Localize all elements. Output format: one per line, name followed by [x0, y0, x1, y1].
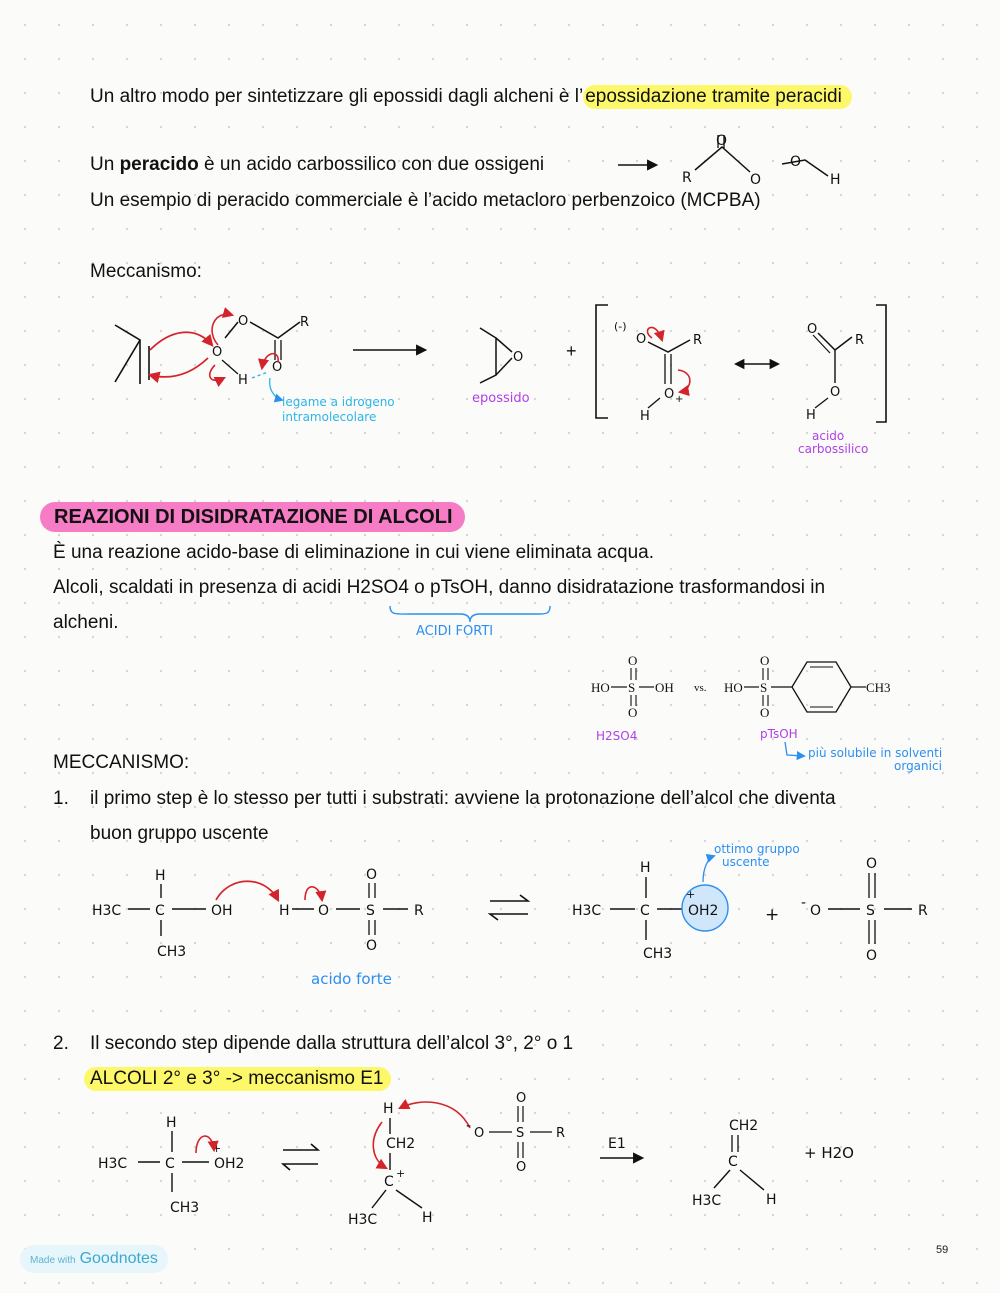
p2-r: R	[918, 903, 928, 919]
p2-minus: -	[801, 895, 807, 911]
s1-o-top: O	[366, 867, 378, 883]
intro-line-1-prefix: Un altro modo per sintetizzare gli epossidi dagli alcheni è l’	[90, 86, 584, 107]
intro-line-2-suffix: è un acido carbossilico con due ossigeni	[198, 154, 545, 175]
s1-o-bot: O	[366, 938, 378, 954]
h2so4-o-bot: O	[628, 705, 638, 720]
p1-h: H	[640, 860, 651, 876]
section2-paragraph-1: È una reazione acido-base di eliminazione in cui viene eliminata acqua.	[53, 542, 654, 563]
res1-o2: O	[664, 387, 675, 402]
h2so4-label: H2SO4	[596, 729, 638, 743]
s1-acid-note: acido forte	[311, 970, 392, 988]
step-2-text: Il secondo step dipende dalla struttura dell’alcol 3°, 2° o 1	[90, 1033, 574, 1054]
step1-equilibrium-arrows	[490, 895, 528, 920]
meccanismo-label: Meccanismo:	[90, 261, 202, 282]
e1-d-ch2: CH2	[729, 1118, 759, 1134]
s1-h: H	[155, 868, 166, 884]
h2so4-ho: HO	[591, 680, 610, 695]
peracid-h: H	[830, 172, 841, 188]
acids-labels	[596, 727, 942, 773]
h2so4-s: S	[628, 680, 636, 695]
e1-d-h3c: H3C	[692, 1193, 722, 1209]
strong-acids-brace	[390, 606, 550, 639]
ptsoh-ch3: CH3	[866, 680, 891, 695]
intro-line-2-prefix: Un	[90, 154, 120, 175]
section2-paragraph-2: Alcoli, scaldati in presenza di acidi H2SO4 o pTsOH, danno disidratazione trasformandosi in	[53, 577, 826, 598]
p1-oh2: OH2	[688, 903, 719, 919]
res2-r: R	[855, 333, 865, 348]
e1-c-o: O	[474, 1126, 485, 1141]
step-1-line-2: buon gruppo uscente	[90, 823, 269, 844]
p1-note-line-2: uscente	[722, 855, 770, 869]
e1-b-c: C	[384, 1174, 394, 1190]
ptsoh-s: S	[760, 680, 768, 695]
e1-a-ch3: CH3	[170, 1200, 200, 1216]
epoxide-label: epossido	[472, 391, 530, 406]
made-with-text: Made with	[30, 1255, 76, 1266]
e1-b-h3c: H3C	[348, 1212, 378, 1228]
ptsoh-o-top: O	[760, 653, 770, 668]
res1-charge: (-)	[614, 320, 627, 333]
hbond-note-line-2: intramolecolare	[282, 410, 377, 424]
e1-mechanism	[98, 1091, 854, 1228]
p2-s: S	[866, 903, 875, 919]
peracid-o2: O	[790, 154, 802, 170]
epoxide-structure	[472, 328, 530, 406]
mech1-o-c: O	[272, 360, 283, 375]
e1-c-o-bot: O	[516, 1160, 527, 1175]
mech1-plus: +	[566, 341, 577, 361]
e1-b-ch2: CH2	[386, 1136, 416, 1152]
e1-d-h: H	[766, 1192, 777, 1208]
p1-c: C	[640, 903, 650, 919]
p1-plus: +	[686, 888, 696, 901]
mech1-h: H	[238, 373, 248, 388]
s1-h-acid: H	[279, 903, 290, 919]
s1-r: R	[414, 903, 424, 919]
p1-h3c: H3C	[572, 903, 602, 919]
res1-plus: +	[675, 394, 684, 405]
ptsoh-ho: HO	[724, 680, 743, 695]
p1-ch3: CH3	[643, 946, 673, 962]
e1-a-c: C	[165, 1156, 175, 1172]
ptsoh-note-line-1: più solubile in solventi	[808, 746, 943, 760]
s1-c: C	[155, 903, 165, 919]
epoxide-o: O	[513, 350, 524, 365]
e1-d-c: C	[728, 1154, 738, 1170]
ptsoh-note-line-2: organici	[894, 759, 942, 773]
e1-c-o-top: O	[516, 1091, 527, 1106]
e1-c-minus: -	[466, 1118, 472, 1134]
acids-figure	[591, 653, 891, 720]
s1-o-acid: O	[318, 903, 330, 919]
resonance-structures	[596, 305, 886, 456]
step1-reactants	[92, 867, 424, 988]
acid-label-line-1: acido	[812, 429, 845, 443]
p1-note-line-1: ottimo gruppo	[714, 842, 800, 856]
section-heading-disidratazione: REAZIONI DI DISIDRATAZIONE DI ALCOLI	[40, 502, 465, 532]
s1-h3c: H3C	[92, 903, 122, 919]
e1-a-oh2: OH2	[214, 1156, 245, 1172]
meccanismo-heading: MECCANISMO:	[53, 752, 190, 773]
s1-ch3: CH3	[157, 944, 187, 960]
step-1-line-1: il primo step è lo stesso per tutti i substrati: avviene la protonazione dell’alcol che diventa	[90, 788, 836, 809]
vs-text: vs.	[694, 682, 707, 694]
acid-label-line-2: carbossilico	[798, 442, 869, 456]
step-2-number: 2.	[53, 1033, 69, 1054]
ptsoh-label: pTsOH	[760, 727, 798, 741]
peracid-r: R	[682, 170, 692, 186]
s1-s: S	[366, 903, 375, 919]
e1-b-plus: +	[396, 1167, 406, 1180]
peracid-structure	[682, 133, 841, 188]
mech1-o-b: O	[212, 345, 223, 360]
mech1-o-a: O	[238, 314, 249, 329]
step-2-highlight: ALCOLI 2° e 3° -> meccanismo E1	[84, 1067, 391, 1091]
intro-bold-peracido: peracido	[119, 154, 199, 175]
e1-a-h: H	[166, 1115, 177, 1131]
p2-o: O	[810, 903, 822, 919]
peracid-o1: O	[750, 172, 762, 188]
page-number: 59	[936, 1244, 949, 1256]
ptsoh-o-bot: O	[760, 705, 770, 720]
goodnotes-brand: Goodnotes	[79, 1250, 158, 1267]
e1-a-h3c: H3C	[98, 1156, 128, 1172]
step1-plus: +	[765, 905, 780, 925]
e1-water: + H2O	[804, 1144, 854, 1162]
h2so4-oh: OH	[655, 680, 674, 695]
res2-o2: O	[830, 385, 841, 400]
hbond-note-line-1: legame a idrogeno	[282, 395, 395, 409]
mech1-r: R	[300, 315, 310, 330]
peracid-o-carbonyl: O	[716, 133, 728, 149]
e1-c-s: S	[516, 1126, 525, 1141]
intro-highlight: epossidazione tramite peracidi	[583, 85, 852, 109]
e1-c-r: R	[556, 1126, 566, 1141]
res1-o: O	[636, 332, 647, 347]
p2-o-top: O	[866, 856, 878, 872]
goodnotes-badge[interactable]	[20, 1245, 168, 1273]
step-1-number: 1.	[53, 788, 69, 809]
step1-products	[572, 842, 928, 964]
p2-o-bot: O	[866, 948, 878, 964]
mech1-reactants	[115, 314, 395, 424]
e1-a-plus: +	[212, 1142, 222, 1155]
intro-line-3: Un esempio di peracido commerciale è l’acido metacloro perbenzoico (MCPBA)	[90, 190, 761, 211]
s1-oh: OH	[211, 903, 233, 919]
res2-o: O	[807, 322, 818, 337]
h2so4-o-top: O	[628, 653, 638, 668]
e1-b-h2: H	[422, 1210, 433, 1226]
brace-note-acidi-forti: ACIDI FORTI	[416, 624, 494, 639]
e1-arrow-label: E1	[608, 1136, 626, 1152]
res1-r: R	[693, 333, 703, 348]
res2-h: H	[806, 408, 816, 423]
res1-h: H	[640, 409, 650, 424]
e1-b-h: H	[383, 1101, 394, 1117]
section2-paragraph-3: alcheni.	[53, 612, 119, 633]
